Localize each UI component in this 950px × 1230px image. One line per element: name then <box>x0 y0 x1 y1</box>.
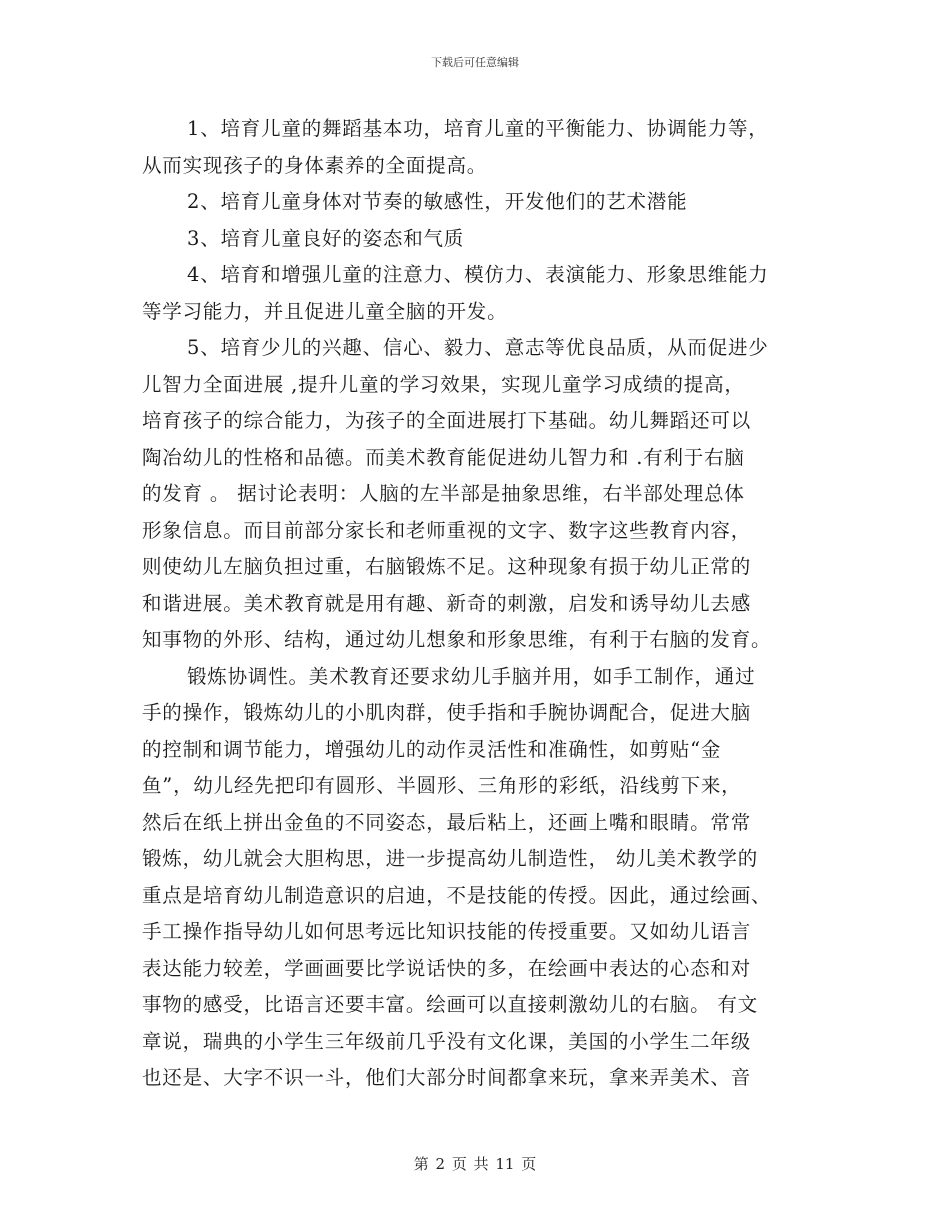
text-line: 的发育 。 据讨论表明：人脑的左半部是抽象思维，右半部处理总体 <box>142 482 745 505</box>
text-line: 儿智力全面进展 ,提升儿童的学习效果，实现儿童学习成绩的提高， <box>142 372 745 396</box>
text-line: 重点是培育幼儿制造意识的启迪，不是技能的传授。因此，通过绘画、 <box>142 883 772 907</box>
text-line: 锻炼协调性。美术教育还要求幼儿手脑并用，如手工制作，通过 <box>187 664 756 688</box>
text-line: 鱼”，幼儿经先把印有圆形、半圆形、三角形的彩纸，沿线剪下来， <box>142 774 742 797</box>
text-line: 形象信息。而目前部分家长和老师重视的文字、数字这些教育内容， <box>142 518 752 542</box>
text-line: 等学习能力，并且促进儿童全脑的开发。 <box>142 299 508 323</box>
text-line: 1、培育儿童的舞蹈基本功，培育儿童的平衡能力、协调能力等， <box>187 117 769 140</box>
text-line: 3、培育儿童良好的姿态和气质 <box>187 226 465 250</box>
text-line: 手工操作指导幼儿如何思考远比知识技能的传授重要。又如幼儿语言 <box>142 920 752 943</box>
text-line: 锻炼，幼儿就会大胆构思，进一步提高幼儿制造性， 幼儿美术教学的 <box>142 847 758 870</box>
text-line: 培育孩子的综合能力，为孩子的全面进展打下基础。幼儿舞蹈还可以 <box>142 409 752 432</box>
text-line: 知事物的外形、结构，通过幼儿想象和形象思维，有利于右脑的发育。 <box>142 628 772 651</box>
page-number-footer: 第 2 页 共 11 页 <box>413 1155 537 1173</box>
document-body <box>142 111 808 1097</box>
text-line: 也还是、大字不识一斗，他们大部分时间都拿来玩，拿来弄美术、音 <box>142 1066 752 1089</box>
text-line: 5、培育少儿的兴趣、信心、毅力、意志等优良品质，从而促进少 <box>187 336 769 359</box>
text-line: 4、培育和增强儿童的注意力、模仿力、表演能力、形象思维能力 <box>187 263 769 286</box>
text-line: 章说，瑞典的小学生三年级前几乎没有文化课，美国的小学生二年级 <box>142 1029 752 1053</box>
text-line: 从而实现孩子的身体素养的全面提高。 <box>142 153 488 177</box>
text-line: 然后在纸上拼出金鱼的不同姿态，最后粘上，还画上嘴和眼睛。常常 <box>142 810 752 834</box>
text-line: 的控制和调节能力，增强幼儿的动作灵活性和准确性，如剪贴“金 <box>142 737 722 761</box>
page-header-note: 下载后可任意编辑 <box>431 56 519 69</box>
text-line: 则使幼儿左脑负担过重，右脑锻炼不足。这种现象有损于幼儿正常的 <box>142 555 752 578</box>
text-line: 和谐进展。美术教育就是用有趣、新奇的刺激，启发和诱导幼儿去感 <box>142 591 752 615</box>
text-line: 事物的感受，比语言还要丰富。绘画可以直接刺激幼儿的右脑。 有文 <box>142 993 758 1016</box>
text-line: 手的操作，锻炼幼儿的小肌肉群，使手指和手腕协调配合，促进大脑 <box>142 701 752 724</box>
text-line: 表达能力较差，学画画要比学说话快的多，在绘画中表达的心态和对 <box>142 956 752 980</box>
text-line: 陶冶幼儿的性格和品德。而美术教育能促进幼儿智力和 .有利于右脑 <box>142 445 745 469</box>
text-line: 2、培育儿童身体对节奏的敏感性，开发他们的艺术潜能 <box>187 190 688 213</box>
